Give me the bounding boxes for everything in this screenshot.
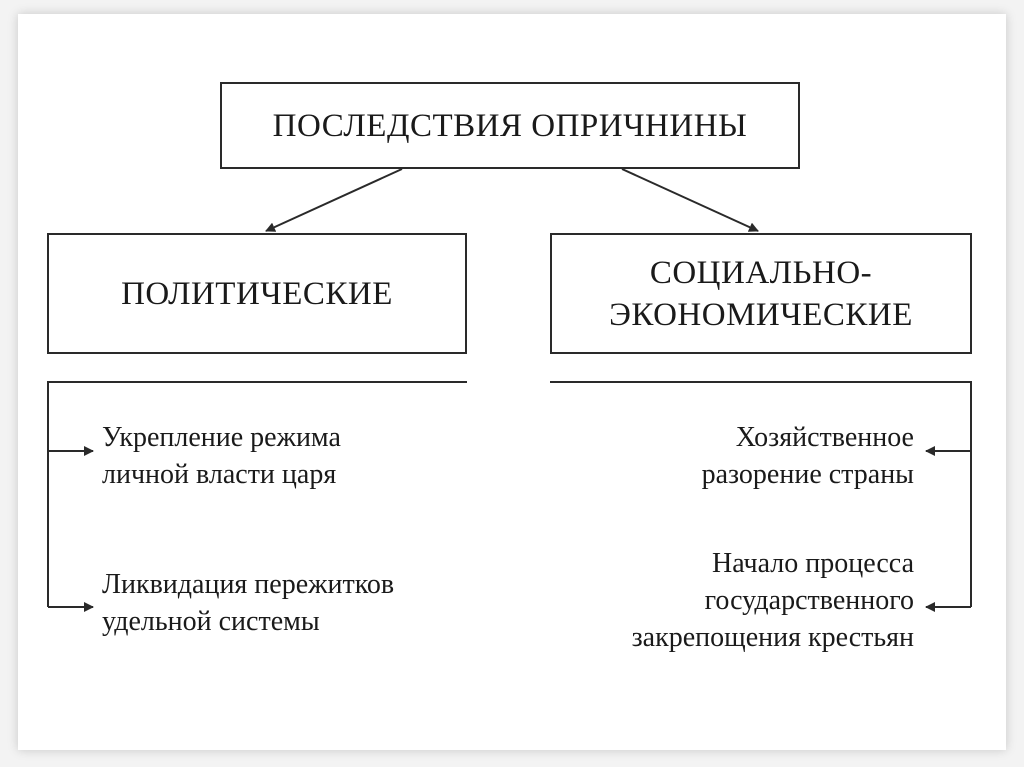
socioeconomic-node-label-line-2: ЭКОНОМИЧЕСКИЕ	[609, 296, 913, 333]
socioeconomic-item-1	[702, 419, 914, 493]
socioeconomic-node-box	[550, 233, 972, 354]
political-item-2	[102, 566, 394, 640]
socioeconomic-item-1-line-2: разорение страны	[701, 459, 914, 490]
arrow-to-socioeconomic	[622, 169, 758, 231]
political-node-label: ПОЛИТИЧЕСКИЕ	[121, 275, 393, 312]
root-node-box	[220, 82, 800, 169]
political-item-1	[102, 419, 341, 493]
socioeconomic-item-2-line-1: Начало процесса	[712, 548, 914, 579]
political-item-1-line-1: Укрепление режима	[102, 422, 341, 453]
socioeconomic-item-2-line-3: закрепощения крестьян	[631, 622, 914, 653]
socioeconomic-item-2-line-2: государственного	[704, 585, 914, 616]
socioeconomic-item-2	[632, 545, 914, 656]
socioeconomic-item-1-line-1: Хозяйственное	[735, 422, 914, 453]
root-node-label: ПОСЛЕДСТВИЯ ОПРИЧНИНЫ	[272, 107, 748, 144]
political-item-2-line-1: Ликвидация пережитков	[102, 569, 395, 600]
arrow-to-political	[266, 169, 402, 231]
political-item-2-line-2: удельной системы	[102, 606, 320, 637]
socioeconomic-node-label-line-1: СОЦИАЛЬНО-	[649, 254, 873, 291]
political-node-box	[47, 233, 467, 354]
political-item-1-line-2: личной власти царя	[102, 459, 337, 490]
